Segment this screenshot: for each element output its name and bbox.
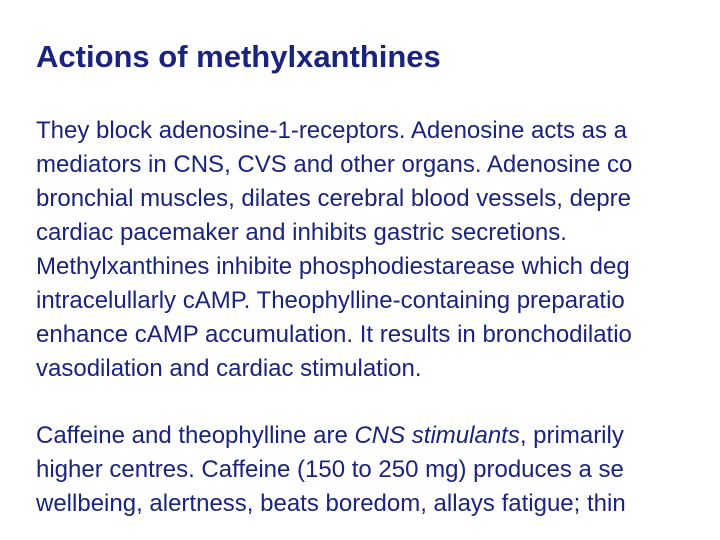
text-segment: Caffeine and theophylline are — [36, 422, 355, 449]
text-line — [36, 422, 624, 450]
text-line: cardiac pacemaker and inhibits gastric secretions. — [36, 219, 567, 246]
emphasis-cns-stimulants: CNS stimulants — [354, 422, 520, 449]
text-line: vasodilation and cardiac stimulation. — [36, 355, 422, 382]
text-segment: , primarily — [519, 422, 624, 449]
text-line: wellbeing, alertness, beats boredom, allays fatigue; thin — [36, 490, 626, 517]
text-line: higher centres. Caffeine (150 to 250 mg) produces a se — [36, 456, 624, 483]
text-line: Methylxanthines inhibite phosphodiestarease which deg — [36, 253, 630, 280]
text-line: intracelullarly cAMP. Theophylline-containing preparatio — [36, 287, 625, 314]
text-line: bronchial muscles, dilates cerebral blood vessels, depre — [36, 185, 631, 212]
slide-title: Actions of methylxanthines — [36, 39, 441, 74]
text-line: They block adenosine-1-receptors. Adenosine acts as a — [36, 117, 628, 144]
text-line: mediators in CNS, CVS and other organs. Adenosine co — [36, 151, 633, 178]
text-line: enhance cAMP accumulation. It results in bronchodilatio — [36, 321, 632, 348]
